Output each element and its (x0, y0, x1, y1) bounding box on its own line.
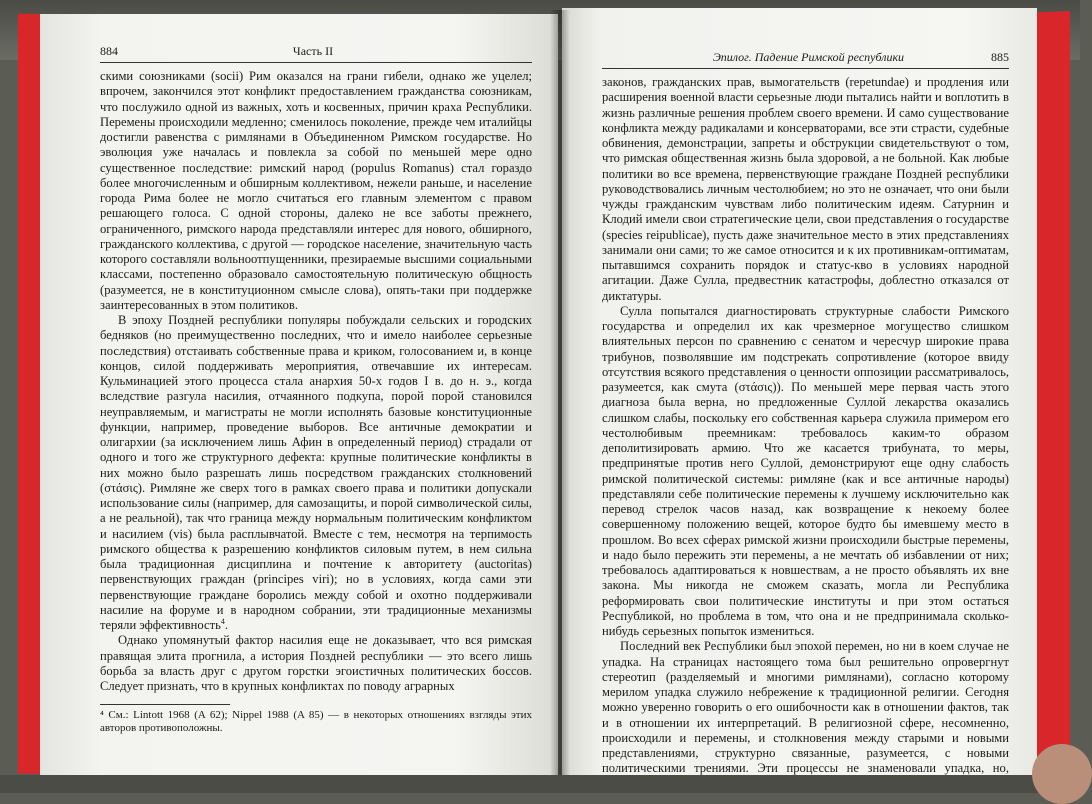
paragraph: Последний век Республики был эпохой перемен, но ни в коем случае не упадка. На страницах настоящего тома был решительно опровергнут стереотип (разделяемый и многими римлянами), согласно которому мерилом упадка служило небрежение к традиционной религии. Сегодня можно уверенно говорить о его ошибочности как в отношении фактов, так и в отношении их интерпретаций. В религиозной сфере, несомненно, происходили и перемены, и столкновения между старыми и новыми представлениями, структурно связанные, разумеется, с новыми политическими трениями. Эти процессы не знаменовали упадка, но, (602, 639, 1009, 776)
footnote: ⁴ См.: Lintott 1968 (A 62); Nippel 1988 (A 85) — в некоторых отношениях взгляды этих авторов противоположны. (100, 709, 532, 735)
right-page (562, 8, 1037, 780)
page-number: 884 (100, 44, 118, 58)
footnote-ref: 4 (220, 616, 225, 626)
running-head-left (100, 44, 532, 63)
paragraph: законов, гражданских прав, вымогательств (repetundae) и продления или расширения военной власти серьезные люди пытались найти и воплотить в жизнь различные решения проблем своего времени. И само существование конфликта между радикалами и консерваторами, все эти страсти, судебные обвинения, демонстрации, запреты и обструкции свидетельствуют о том, что римская общественная жизнь была здоровой, а не больной. Как любые политики во все времена, первенствующие граждане Поздней республики руководствовались личным честолюбием; но это не означает, что они были чужды гражданским чувствам либо политическим идеям. Сатурнин и Клодий имели свои стратегические цели, свои представления о государстве (species reipublicae), пусть даже значительное место в этих представлениях занимали они сами; то же самое относится и к их противникам-оптиматам, пытавшимся сохранить порядок и статус-кво в условиях народной агитации. Даже Сулла, предвестник катастрофы, доблестно отказался от диктатуры. (602, 75, 1009, 303)
book-gutter (550, 10, 570, 785)
left-page-body (100, 69, 532, 694)
running-title: Эпилог. Падение Римской республики (712, 50, 905, 64)
running-head-right (602, 50, 1009, 69)
paragraph: Сулла попытался диагностировать структурные слабости Римского государства и определил их как чрезмерное могущество слишком влиятельных персон по сравнению с сенатом и чересчур широкие права трибунов, позволявшие им подстрекать сопротивление (которое ввиду отсутствия всякого представления о ценности оппозиции рассматривалось, разумеется, как смута (στάσις)). По меньшей мере первая часть этого диагноза была верна, но предложенные Суллой лекарства оказались слишком слабы, поскольку его собственная карьера служила примером его честолюбивым преемникам: требовалось каким-то образом деполитизировать армию. Что же касается трибуната, то меры, предпринятые против него Суллой, демонстрируют еще одну слабость римской политической системы: римляне (как и все античные народы) представляли себе политические перемены к лучшему исключительно как перевод стрелок часов назад, как возвращение к некоему более совершенному положению вещей, которое будто бы имевшему место в прошлом. Во всех сферах римской жизни происходили быстрые перемены, и надо было пережить эти перемены, а не мечтать об избавлении от них; требовалось адаптироваться к новшествам, а не просто объявлять их вне закона. Мы никогда не сможем сказать, могла ли Республика реформировать свои политические институты и при этом остаться Республикой, но проблема в том, что она и не предпринимала сколько-нибудь серьезных попыток измениться. (602, 303, 1009, 638)
paragraph: скими союзниками (socii) Рим оказался на грани гибели, однако же уцелел; впрочем, закончился этот конфликт предоставлением гражданства союзникам, что послужило одной из важных, хоть и косвенных, причин краха Республики. Перемены происходили медленно; сменилось поколение, прежде чем италийцы достигли равенства с римлянами в Объединенном Римском государстве. Но эволюция уже началась и повлекла за собой по меньшей мере одно существенное последствие: римский народ (populus Romanus) стал гораздо более многочисленным и обширным коллективом, нежели раньше, и население города Рима более не могло считаться его главным элементом с правом решающего голоса. С одной стороны, далеко не все заботы прежнего, ограниченного, римского народа представляли интерес для нового, обширного, гражданского коллектива, с другой — городское население, значительную часть которого составляли вольноотпущенники, презираемые высшими социальными классами, постепенно образовало самостоятельную политическую общность (разумеется, не в конституционном смысле слова), опять-таки при поддержке заинтересованных в этом политиков. (100, 69, 532, 312)
table-surface (0, 775, 1080, 793)
thumb (1032, 744, 1092, 804)
footnote-divider (100, 704, 230, 705)
right-page-body (602, 75, 1009, 792)
page-number: 885 (991, 50, 1009, 64)
paragraph: Однако упомянутый фактор насилия еще не доказывает, что вся римская правящая элита прогнила, а история Поздней республики — это всего лишь борьба за власть друг с другом горстки эгоистичных политических боссов. Следует признать, что в крупных конфликтах по поводу аграрных (100, 633, 532, 693)
running-title: Часть II (292, 44, 334, 58)
left-page (40, 14, 558, 779)
paragraph: В эпоху Поздней республики популяры побуждали сельских и городских бедняков (но преимущественно последних, что и имело наиболее серьезные последствия) отстаивать собственные права и криком, голосованием и, в конце концов, силой поддерживать мероприятия, отвечавшие их интересам. Кульминацией этого процесса стала анархия 50-х годов I в. до н. э., когда вследствие разгула насилия, отчаянного подкупа, порой порой становился неуправляемым, и магистраты не могли исполнять базовые конституционные функции, например, проведение выборов. Все античные демократии и олигархии (за исключением лишь Афин в определенный период) страдали от одного и того же структурного дефекта: крупные политические конфликты в них можно было разрешать лишь посредством гражданских столкновений (στάσις). Римляне же сверх того в рамках своего права и политики допускали использование силы (например, для самозащиты, и порой символической силы, а не реальной), так что граница между нормальным политическим конфликтом и насилием (vis) была расплывчатой. Вместе с тем, несмотря на терпимость римского общества к разрешению конфликтов силовым путем, в нем сильна была традиционная дисциплина и почтение к авторитету (auctoritas) первенствующих граждан (principes viri); но в условиях, когда сами эти первенствующие граждане боролись между собой и охотно поддерживали насилие на форуме и в народном собрании, эти традиционные механизмы теряли эффективность$^4$. (100, 313, 532, 632)
